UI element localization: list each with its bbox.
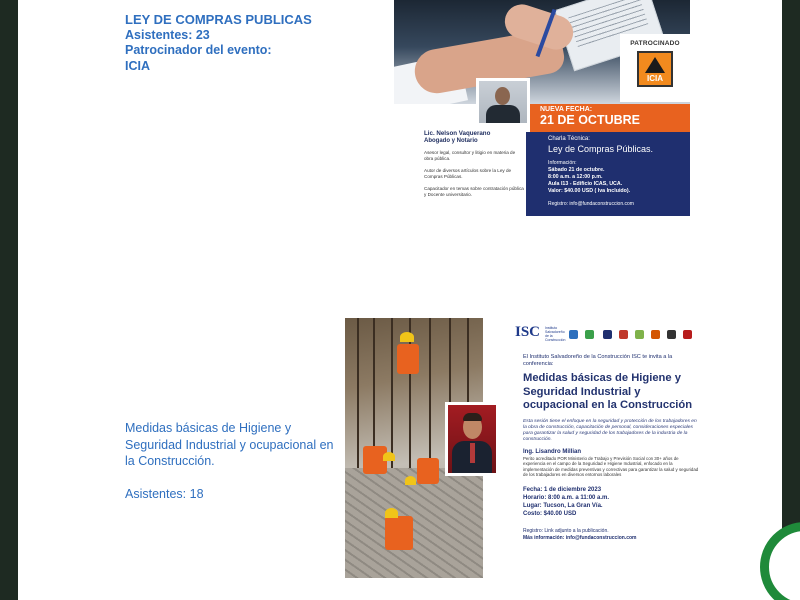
event-1-title: LEY DE COMPRAS PUBLICAS <box>125 12 312 27</box>
more-info-email: Más información: info@fundaconstruccion.com <box>523 534 637 541</box>
event-1-flyer <box>394 0 690 216</box>
talk-type: Charla Técnica: <box>548 136 590 142</box>
event-1-attendees: Asistentes: 23 <box>125 27 210 42</box>
talk-details-panel <box>526 132 690 216</box>
speaker-info <box>424 130 524 198</box>
conference-description: Esta sesión tiene el enfoque en la seguridad y protección de los trabajadores en la obra de construcción, capacitación de personal, consideraciones especiales para garantizar la salud y seguridad de los trabajadores de la industria de la construcción. <box>523 418 697 442</box>
conference-info <box>523 354 699 542</box>
event-date: Fecha: 1 de diciembre 2023 <box>523 486 602 493</box>
new-date: 21 DE OCTUBRE <box>540 113 641 127</box>
sponsor-badge <box>620 34 690 102</box>
info-label: Información: <box>548 160 577 166</box>
isc-logo-subtext: Instituto Salvadoreño de la Construcción <box>545 326 566 342</box>
talk-title: Ley de Compras Públicas. <box>548 144 654 154</box>
event-time: Horario: 8:00 a.m. a 11:00 a.m. <box>523 494 610 501</box>
conference-title: Medidas básicas de Higiene y Seguridad Industrial y ocupacional en la Construcción <box>523 372 693 411</box>
speaker-bio-3: Capacitador en temas sobre contratación pública y Docente universitario. <box>424 186 524 197</box>
isc-logo: ISC <box>515 324 541 340</box>
event-1-caption <box>125 12 385 74</box>
speaker-portrait <box>476 78 530 126</box>
registration-note: Registro: Link adjunto a la publicación. <box>523 527 609 534</box>
info-line: Sábado 21 de octubre. <box>548 167 605 173</box>
event-2-title: Medidas básicas de Higiene y Seguridad Industrial y ocupacional en la Construcción. <box>125 421 334 468</box>
event-1-sponsor: ICIA <box>125 58 150 73</box>
info-line: Aula I13 - Edificio ICAS, UCA. <box>548 181 623 187</box>
new-date-banner <box>530 104 690 132</box>
event-place: Lugar: Tucson, La Gran Vía. <box>523 502 603 509</box>
info-line: Valor: $40.00 USD ( Iva Incluido). <box>548 188 631 194</box>
speaker-bio: Perito acreditado POR Ministerio de Trabajo y Previsión Social con 30+ años de experiencia en el campo de la Seguridad e Higiene Industrial, enfocado en la implementación de medidas preventivas y correctivas para garantizar la salud y seguridad de los trabajadores en diversos entornos laborales <box>523 455 699 477</box>
event-1-sponsor-label: Patrocinador del evento: <box>125 43 272 57</box>
info-line: 8:00 a.m. a 12:00 p.m. <box>548 174 603 180</box>
speaker-name: Lic. Nelson Vaquerano <box>424 130 491 137</box>
speaker-name: Ing. Lisandro Millian <box>523 448 582 455</box>
sponsor-badge-label: PATROCINADO <box>630 40 680 47</box>
conference-intro: El Instituto Salvadoreño de la Construcción ISC te invita a la conferencia: <box>523 354 673 367</box>
registration-email: Registro: info@fundaconstruccion.com <box>548 201 634 207</box>
event-cost: Costo: $40.00 USD <box>523 510 577 517</box>
partner-logo <box>667 330 676 339</box>
speaker-portrait <box>445 402 499 476</box>
speaker-role: Abogado y Notario <box>424 138 478 144</box>
icia-logo-text: ICIA <box>647 74 663 83</box>
partner-logo <box>569 330 578 339</box>
partner-logos <box>515 324 699 346</box>
partner-logo <box>651 330 660 339</box>
speaker-bio-2: Autor de diversos artículos sobre la Ley de Compras Públicas. <box>424 168 512 179</box>
icia-logo <box>637 51 673 87</box>
event-2-attendees: Asistentes: 18 <box>125 486 204 501</box>
partner-logo <box>635 330 644 339</box>
partner-logo <box>619 330 628 339</box>
partner-logo <box>603 330 612 339</box>
document-page <box>18 0 782 600</box>
event-2-flyer <box>345 318 699 580</box>
partner-logo <box>683 330 692 339</box>
event-2-caption <box>125 420 335 502</box>
partner-logo <box>585 330 594 339</box>
speaker-bio-1: Asesor legal, consultor y litigio en materia de obra pública. <box>424 150 516 161</box>
new-date-label: NUEVA FECHA: <box>540 106 593 113</box>
